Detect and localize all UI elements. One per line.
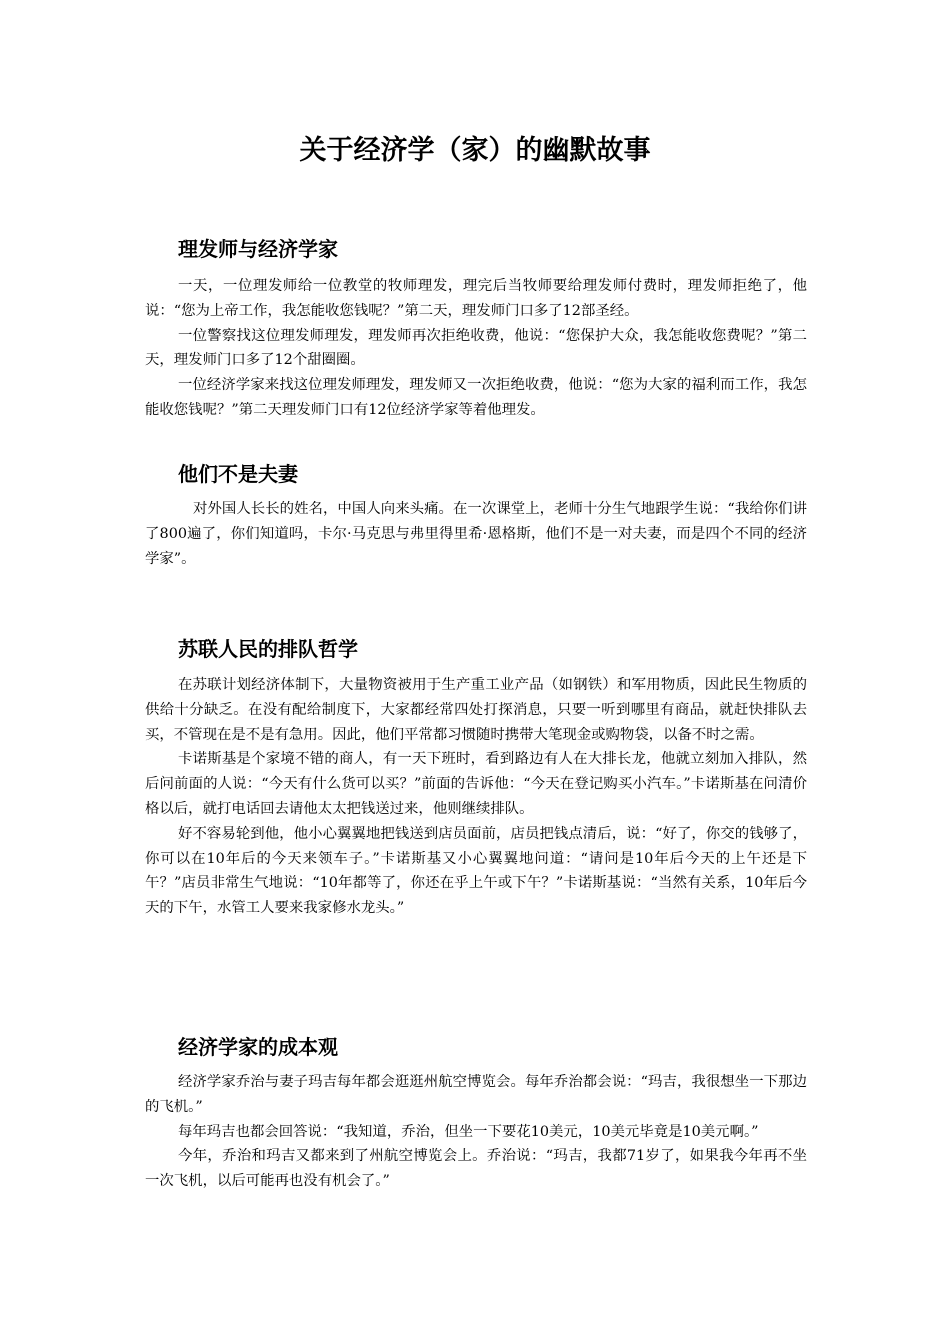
- section-body-soviet-queue: [145, 673, 807, 921]
- paragraph: 今年，乔治和玛吉又都来到了州航空博览会上。乔治说：“玛吉，我都71岁了，如果我今年再不坐一次飞机，以后可能再也没有机会了。”: [145, 1148, 807, 1190]
- paragraph: 在苏联计划经济体制下，大量物资被用于生产重工业产品（如钢铁）和军用物质，因此民生物质的供给十分缺乏。在没有配给制度下，大家都经常四处打探消息，只要一听到哪里有商品，就赶快排队去买，不管现在是不是有急用。因此，他们平常都习惯随时携带大笔现金或购物袋，以备不时之需。: [145, 677, 807, 743]
- paragraph: 对外国人长长的姓名，中国人向来头痛。在一次课堂上，老师十分生气地跟学生说：“我给你们讲了800遍了，你们知道吗，卡尔·马克思与弗里得里希·恩格斯，他们不是一对夫妻，而是四个不同的经济学家”。: [145, 501, 807, 567]
- page-title: 关于经济学（家）的幽默故事: [299, 135, 651, 166]
- paragraph: 好不容易轮到他，他小心翼翼地把钱送到店员面前，店员把钱点清后，说：“好了，你交的钱够了，你可以在10年后的今天来领车子。”卡诺斯基又小心翼翼地问道：“请问是10年后今天的上午还是下午？”店员非常生气地说：“10年都等了，你还在乎上午或下午？”卡诺斯基说：“当然有关系，10年后今天的下午，水管工人要来我家修水龙头。”: [145, 825, 807, 917]
- section-heading-soviet-queue: 苏联人民的排队哲学: [178, 637, 358, 661]
- paragraph: 每年玛吉也都会回答说：“我知道，乔治，但坐一下要花10美元，10美元毕竟是10美元啊。”: [178, 1123, 759, 1140]
- paragraph: 一位警察找这位理发师理发，理发师再次拒绝收费，他说：“您保护大众，我怎能收您费呢？”第二天，理发师门口多了12个甜圈圈。: [145, 327, 807, 369]
- paragraph: 卡诺斯基是个家境不错的商人，有一天下班时，看到路边有人在大排长龙，他就立刻加入排队，然后问前面的人说：“今天有什么货可以买？”前面的告诉他：“今天在登记购买小汽车。”卡诺斯基在问清价格以后，就打电话回去请他太太把钱送过来，他则继续排队。: [145, 751, 807, 817]
- section-heading-cost-view: 经济学家的成本观: [178, 1035, 338, 1059]
- section-heading-barber: 理发师与经济学家: [178, 237, 338, 261]
- paragraph: 一天，一位理发师给一位教堂的牧师理发，理完后当牧师要给理发师付费时，理发师拒绝了，他说：“您为上帝工作，我怎能收您钱呢？”第二天，理发师门口多了12部圣经。: [145, 278, 807, 319]
- section-body-not-couple: [145, 497, 807, 571]
- paragraph: 一位经济学家来找这位理发师理发，理发师又一次拒绝收费，他说：“您为大家的福利而工作，我怎能收您钱呢？”第二天理发师门口有12位经济学家等着他理发。: [145, 377, 807, 418]
- section-body-cost-view: [145, 1070, 807, 1194]
- paragraph: 经济学家乔治与妻子玛吉每年都会逛逛州航空博览会。每年乔治都会说：“玛吉，我很想坐一下那边的飞机。”: [145, 1074, 807, 1115]
- section-heading-not-couple: 他们不是夫妻: [178, 462, 298, 486]
- section-body-barber: [145, 274, 807, 423]
